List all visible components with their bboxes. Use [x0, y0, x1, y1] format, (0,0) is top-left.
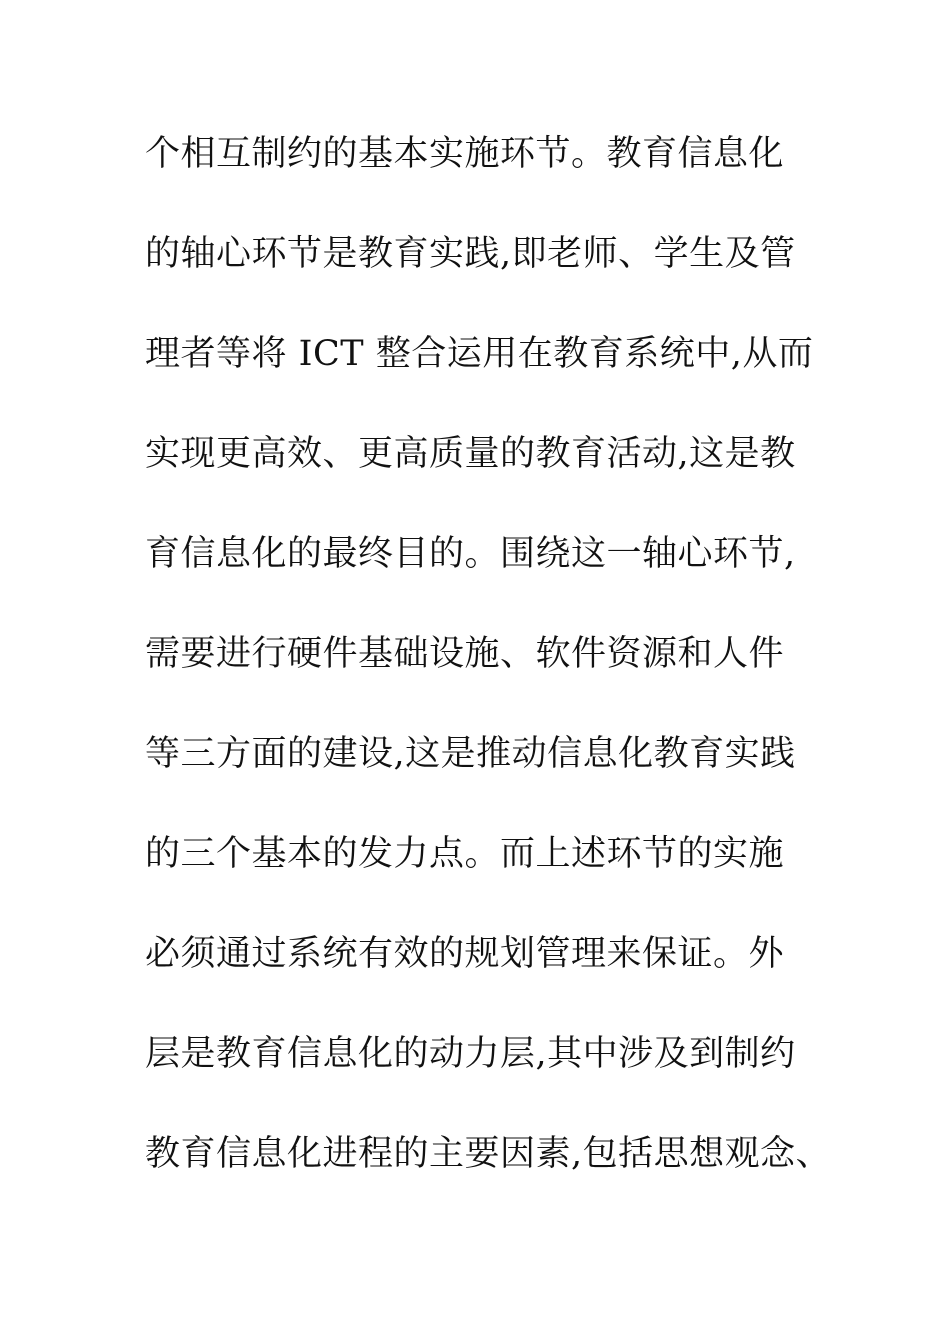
- text-line: 理者等将 ICT 整合运用在教育系统中,从而: [145, 334, 814, 374]
- text-line: 教育信息化进程的主要因素,包括思想观念、: [145, 1134, 832, 1174]
- text-line: 的轴心环节是教育实践,即老师、学生及管: [145, 234, 796, 274]
- text-line: 的三个基本的发力点。而上述环节的实施: [145, 834, 785, 874]
- text-line: 等三方面的建设,这是推动信息化教育实践: [145, 734, 796, 774]
- text-line: 育信息化的最终目的。围绕这一轴心环节,: [145, 534, 796, 574]
- text-line: 个相互制约的基本实施环节。教育信息化: [145, 134, 785, 174]
- text-line: 必须通过系统有效的规划管理来保证。外: [145, 934, 785, 974]
- text-line: 层是教育信息化的动力层,其中涉及到制约: [145, 1034, 796, 1074]
- text-line: 需要进行硬件基础设施、软件资源和人件: [145, 634, 785, 674]
- body-paragraph: [145, 124, 845, 1224]
- text-line: 实现更高效、更高质量的教育活动,这是教: [145, 434, 796, 474]
